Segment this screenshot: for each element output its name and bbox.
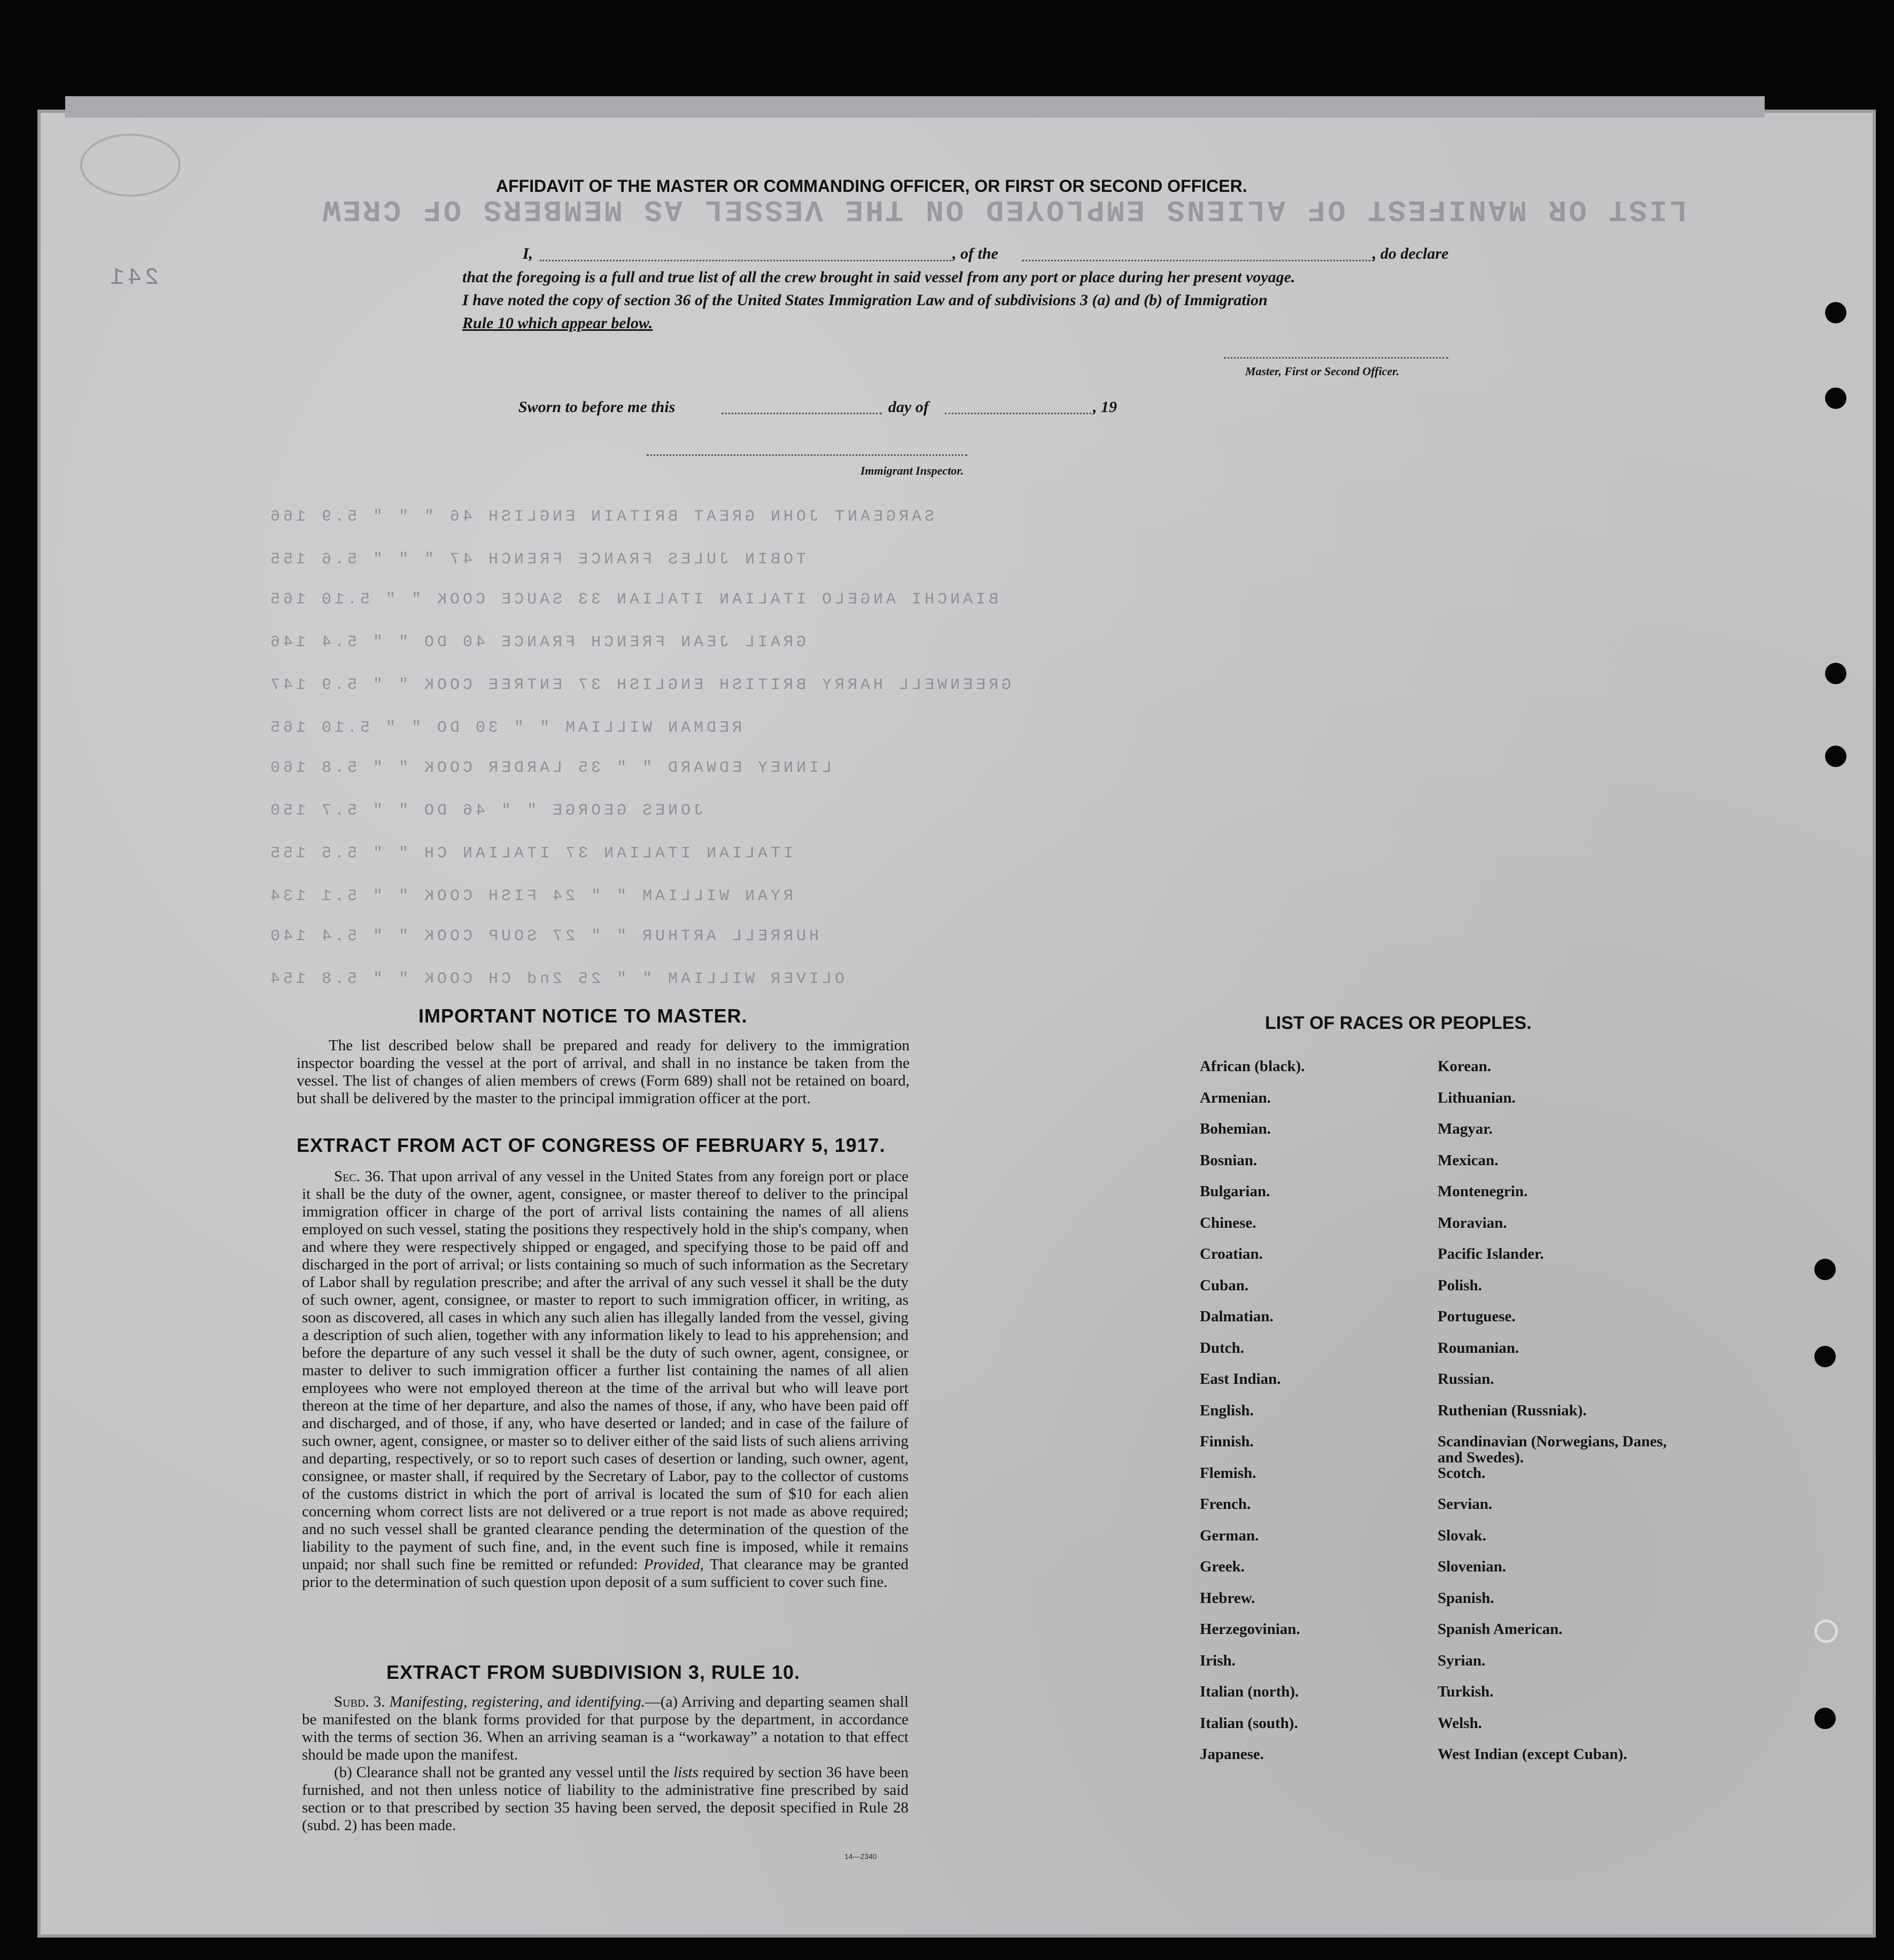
year-text: , 19: [1093, 398, 1117, 416]
subd-label: Subd. 3.: [334, 1693, 385, 1710]
race-item: Slovenian.: [1438, 1558, 1507, 1575]
race-item: Dalmatian.: [1200, 1308, 1274, 1325]
extract-act-title: EXTRACT FROM ACT OF CONGRESS OF FEBRUARY 5, 1917.: [297, 1134, 886, 1156]
punch-hole: [1814, 1620, 1838, 1643]
race-item: Polish.: [1438, 1276, 1482, 1294]
race-item: East Indian.: [1200, 1370, 1281, 1388]
extract-rule-body: [302, 1693, 909, 1834]
inspector-field: [647, 454, 967, 456]
races-title: LIST OF RACES OR PEOPLES.: [1265, 1013, 1532, 1033]
race-item: Syrian.: [1438, 1652, 1486, 1669]
signature-field: [1224, 357, 1448, 359]
race-item: German.: [1200, 1527, 1259, 1544]
affidavit-line-4: Rule 10 which appear below.: [462, 314, 653, 332]
extract-act-body: [302, 1168, 909, 1591]
race-item: Herzegovinian.: [1200, 1621, 1300, 1638]
day-of-text: day of: [888, 398, 929, 416]
punch-hole: [1825, 663, 1846, 684]
name-field: [540, 260, 951, 261]
punch-hole: [1814, 1346, 1836, 1367]
bleed-through-rows: REDMAN WILLIAM " " 30 DO " " 5.10 165: [267, 719, 742, 737]
section-text-end: That clearance may be granted prior to the determination of such question upon deposit of a sum sufficient to cover such fine.: [302, 1556, 909, 1591]
race-item: Spanish American.: [1438, 1621, 1563, 1638]
bleed-through-rows: JONES GEORGE " " 46 DO " " 5.7 150: [267, 802, 704, 820]
notice-body: [297, 1037, 910, 1107]
para-b-pre: (b) Clearance shall not be granted any vessel until the: [334, 1764, 670, 1781]
race-item: Hebrew.: [1200, 1589, 1255, 1607]
provided-text: Provided,: [643, 1556, 704, 1573]
punch-hole: [1814, 1259, 1836, 1280]
race-item: Japanese.: [1200, 1746, 1264, 1763]
vessel-field: [1022, 260, 1375, 261]
races-list: [1200, 1058, 1681, 1778]
punch-hole: [1814, 1708, 1836, 1729]
race-item: African (black).: [1200, 1058, 1305, 1075]
bleed-through-rows: LINNEY EDWARD " " 35 LARDER COOK " " 5.8 160: [267, 759, 832, 777]
affidavit-of-the: , of the: [952, 245, 998, 262]
race-item: Russian.: [1438, 1370, 1494, 1388]
bleed-through-heading: LIST OR MANIFEST OF ALIENS EMPLOYED ON THE VESSEL AS MEMBERS OF CREW: [321, 192, 1688, 227]
race-item: Roumanian.: [1438, 1339, 1519, 1357]
bleed-through-rows: BIANCHI ANGELO ITALIAN ITALIAN 33 SAUCE COOK " " 5.10 165: [267, 591, 999, 609]
para-b-lists: lists: [673, 1764, 698, 1781]
race-item: Ruthenian (Russniak).: [1438, 1401, 1587, 1419]
race-item: Magyar.: [1438, 1120, 1493, 1137]
bleed-through-rows: GRAIL JEAN FRENCH FRANCE 40 DO " " 5.4 146: [267, 633, 806, 652]
affidavit-i: I,: [523, 245, 533, 262]
section-text: That upon arrival of any vessel in the United States from any foreign port or place it shall be the duty of the owner, agent, consignee, or master thereof to deliver to the principal immigration officer in charge of the port of arrival lists containing the names of all aliens employed on such vessel, stating the positions they respectively hold in the ship's company, when and where they were respectively shipped or engaged, and specifying those to be paid off and discharged in the port of arrival; or lists containing so much of such information as the Secretary of Labor shall by regulation prescribe; and after the arrival of any such vessel it shall be the duty of such owner, agent, consignee, or master to report to such immigration officer, in writing, as soon as discovered, all cases in which any such alien has illegally landed from the vessel, giving a description of such alien, together with any information likely to lead to his apprehension; and before the departure of any such vessel it shall be the duty of such owner, agent, consignee, or master to deliver to such immigration officer a further list containing the names of all alien employees who were not employed thereon at the time of the arrival but who will leave port thereon at the time of her departure, and also the names of those, if any, who have been paid off and discharged, and of those, if any, who have deserted or landed; and in case of the failure of such owner, agent, consignee, or master so to deliver either of the said lists of such aliens arriving and departing, respectively, or so to report such cases of desertion or landing, such owner, agent, consignee, or master shall, if required by the Secretary of Labor, pay to the collector of customs of the customs district in which the port of arrival is located the sum of $10 for each alien concerning whom correct lists are not delivered or a true report is not made as above required; and no such vessel shall be granted clearance pending the determination of the question of the liability to the payment of such fine, and, in the event such fine is imposed, while it remains unpaid; nor shall such fine be remitted or refunded:: [302, 1168, 909, 1573]
para-a: —(a) Arriving and departing seamen shall be manifested on the blank forms provided for that purpose by the department, in accordance with the terms of section 36. When an arriving seaman is a “workaway” a notation to that effect should be made upon the manifest.: [302, 1693, 909, 1763]
stamp-mark: [80, 134, 181, 197]
race-item: Greek.: [1200, 1558, 1245, 1575]
punch-hole: [1825, 746, 1846, 767]
race-item: Scotch.: [1438, 1464, 1486, 1482]
race-item: Armenian.: [1200, 1089, 1271, 1106]
affidavit-title: AFFIDAVIT OF THE MASTER OR COMMANDING OFFICER, OR FIRST OR SECOND OFFICER.: [496, 176, 1247, 196]
bleed-through-rows: RYAN WILLIAM " " 24 FISH COOK " " 5.1 134: [267, 887, 794, 905]
race-item: Irish.: [1200, 1652, 1236, 1669]
race-item: Dutch.: [1200, 1339, 1244, 1357]
extract-rule-title: EXTRACT FROM SUBDIVISION 3, RULE 10.: [386, 1661, 801, 1683]
race-item: Korean.: [1438, 1058, 1492, 1075]
page-number: 241: [107, 265, 159, 291]
bleed-through-rows: GREENWELL HARRY BRITISH ENGLISH 37 ENTREE COOK " " 5.9 147: [267, 676, 1012, 694]
subd-heading: Manifesting, registering, and identifying.: [389, 1693, 645, 1710]
race-item: Croatian.: [1200, 1245, 1263, 1262]
race-item: Cuban.: [1200, 1276, 1249, 1294]
race-item: Servian.: [1438, 1496, 1493, 1513]
signature-label: Master, First or Second Officer.: [1245, 365, 1400, 378]
inspector-label: Immigrant Inspector.: [860, 464, 964, 477]
sworn-month-field: [945, 413, 1095, 414]
page-top-edge: [65, 96, 1765, 118]
race-item: Italian (south).: [1200, 1714, 1298, 1732]
bleed-through-rows: ITALIAN ITALIAN 37 ITALIAN CH " " 5.5 155: [267, 845, 794, 863]
bleed-through-rows: SARGEANT JOHN GREAT BRITAIN ENGLISH 46 " " " 5.9 166: [267, 508, 935, 526]
para-b-post: required by section 36 have been furnished, and not then unless notice of liability to the administrative fine prescribed by said section or to that prescribed by section 35 having been served, the deposit specified in Rule 28 (subd. 2) has been made.: [302, 1764, 909, 1834]
bleed-through-rows: HURRELL ARTHUR " " 27 SOUP COOK " " 5.4 140: [267, 927, 819, 946]
race-item: Mexican.: [1438, 1151, 1499, 1169]
race-item: West Indian (except Cuban).: [1438, 1746, 1627, 1763]
affidavit-line-3: I have noted the copy of section 36 of the United States Immigration Law and of subdivisions 3 (a) and (b) of Immigration: [462, 291, 1268, 309]
notice-title: IMPORTANT NOTICE TO MASTER.: [418, 1005, 748, 1027]
race-item: Bohemian.: [1200, 1120, 1271, 1137]
race-item: Chinese.: [1200, 1214, 1256, 1231]
race-item: Flemish.: [1200, 1464, 1256, 1482]
bleed-through-rows: OLIVER WILLIAM " " 25 2nd CH COOK " " 5.8 154: [267, 970, 845, 988]
race-item: Bulgarian.: [1200, 1183, 1270, 1200]
section-label: Sec. 36.: [334, 1168, 384, 1185]
punch-hole: [1825, 388, 1846, 409]
race-item: Portuguese.: [1438, 1308, 1516, 1325]
race-item: Montenegrin.: [1438, 1183, 1528, 1200]
race-item: Bosnian.: [1200, 1151, 1258, 1169]
race-item: Italian (north).: [1200, 1683, 1299, 1700]
race-item: Finnish.: [1200, 1433, 1254, 1450]
sworn-text: Sworn to before me this: [518, 398, 676, 416]
race-item: Pacific Islander.: [1438, 1245, 1544, 1262]
form-number: 14—2340: [844, 1852, 877, 1861]
race-item: English.: [1200, 1401, 1254, 1419]
bleed-through-rows: TOBIN JULES FRANCE FRENCH 47 " " " 5.6 155: [267, 551, 806, 569]
race-item: Turkish.: [1438, 1683, 1494, 1700]
notice-text: The list described below shall be prepared and ready for delivery to the immigration inspector boarding the vessel at the port of arrival, and shall in no instance be taken from the vessel. The list of changes of alien members of crews (Form 689) shall not be retained on board, but shall be delivered by the master to the principal immigration officer at the port.: [297, 1037, 910, 1107]
race-item: Spanish.: [1438, 1589, 1494, 1607]
affidavit-declare: , do declare: [1372, 245, 1449, 262]
race-item: French.: [1200, 1496, 1251, 1513]
sworn-day-field: [721, 413, 882, 414]
race-item: Lithuanian.: [1438, 1089, 1516, 1106]
race-item: Moravian.: [1438, 1214, 1507, 1231]
punch-hole: [1825, 302, 1846, 323]
affidavit-line-2: that the foregoing is a full and true list of all the crew brought in said vessel from any port or place during her present voyage.: [462, 268, 1295, 286]
race-item: Scandinavian (Norwegians, Danes, and Swedes).: [1438, 1433, 1667, 1466]
race-item: Welsh.: [1438, 1714, 1482, 1732]
race-item: Slovak.: [1438, 1527, 1487, 1544]
